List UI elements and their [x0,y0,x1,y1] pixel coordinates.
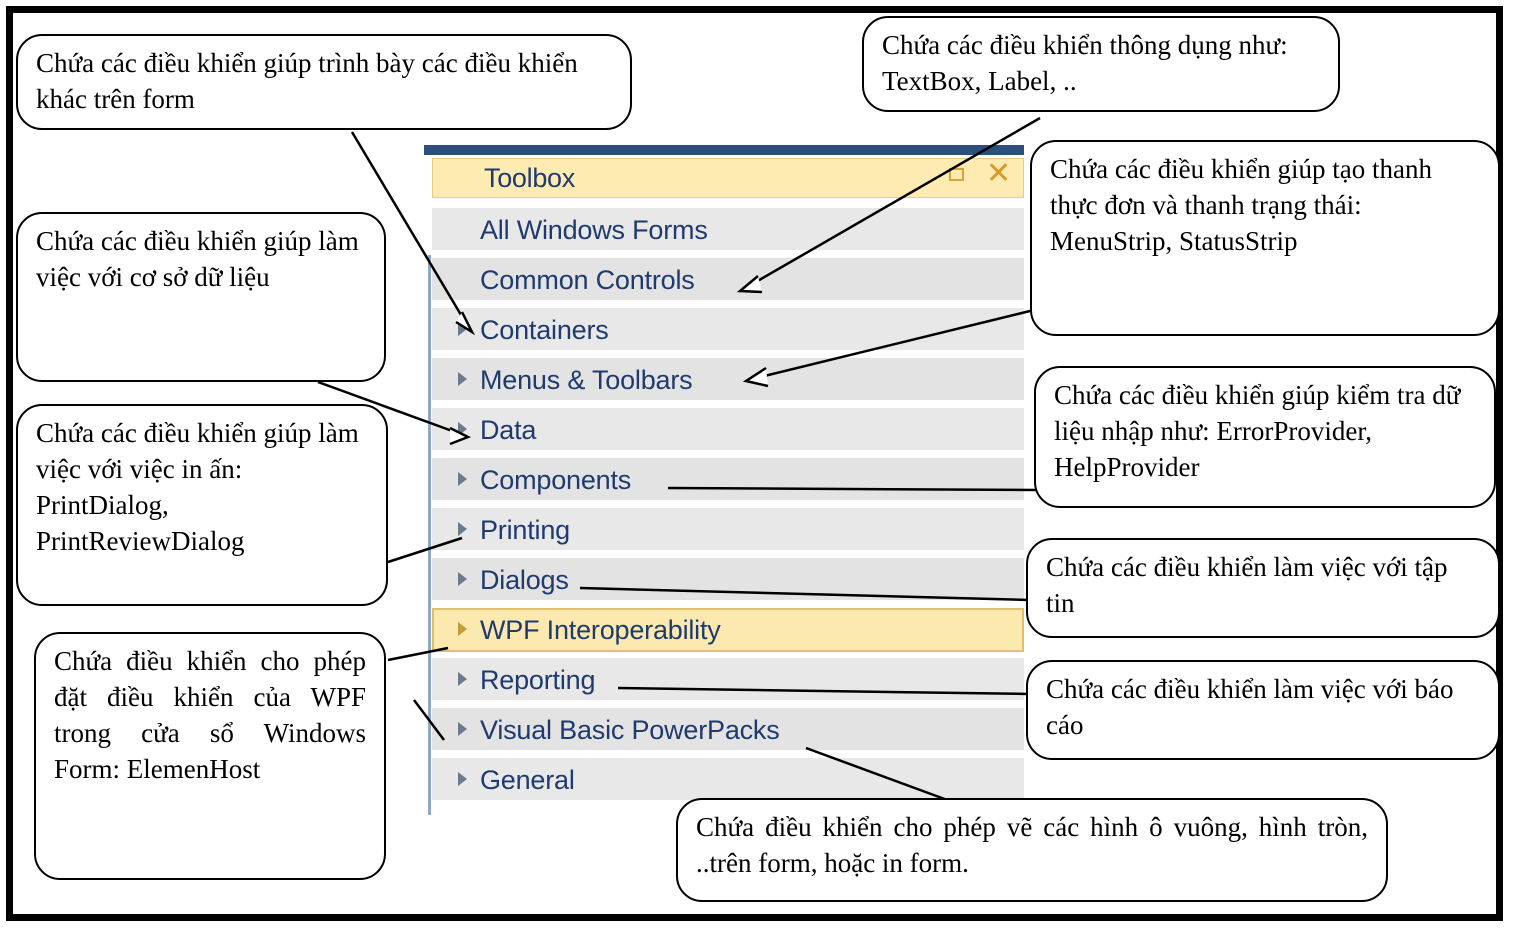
toolbox-panel [424,145,1024,817]
chevron-right-icon [458,322,467,336]
toolbox-item-label: Containers [480,315,609,345]
chevron-right-icon [458,722,467,736]
toolbox-item-label: Dialogs [480,565,569,595]
toolbox-item-all-windows-forms[interactable] [432,208,1024,252]
toolbox-item-components[interactable] [432,458,1024,502]
toolbox-item-label: WPF Interoperability [480,615,721,645]
toolbox-item-general[interactable] [432,758,1024,802]
toolbox-titlebar [424,145,1024,155]
toolbox-item-label: All Windows Forms [480,215,708,245]
callout-common-controls: Chứa các điều khiển thông dụng như: TextBox, Label, .. [862,16,1340,112]
toolbox-item-label: Visual Basic PowerPacks [480,715,780,745]
toolbox-item-visual-basic-powerpacks[interactable] [432,708,1024,752]
chevron-right-icon [458,372,467,386]
toolbox-item-label: Common Controls [480,265,695,295]
callout-reporting: Chứa các điều khiển làm việc với báo cáo [1026,660,1500,760]
chevron-right-icon [458,572,467,586]
close-icon[interactable]: ✕ [986,157,1012,190]
toolbox-item-label: Reporting [480,665,596,695]
chevron-right-icon [458,672,467,686]
toolbox-item-data[interactable] [432,408,1024,452]
callout-containers: Chứa các điều khiển giúp trình bày các điều khiển khác trên form [16,34,632,130]
toolbox-title: Toolbox [484,163,575,193]
toolbox-item-wpf-interoperability[interactable] [432,608,1024,652]
callout-printing: Chứa các điều khiển giúp làm việc với việc in ấn: PrintDialog, PrintReviewDialog [16,404,388,606]
callout-dialogs: Chứa các điều khiển làm việc với tập tin [1026,538,1500,638]
chevron-right-icon [458,772,467,786]
callout-wpf-interoperability: Chứa điều khiển cho phép đặt điều khiển của WPF trong cửa sổ Windows Form: ElemenHost [34,632,386,880]
toolbox-item-label: Printing [480,515,570,545]
toolbox-item-label: Menus & Toolbars [480,365,693,395]
restore-icon[interactable] [948,165,968,185]
toolbox-item-reporting[interactable] [432,658,1024,702]
panel-left-rule [428,255,431,815]
toolbox-item-common-controls[interactable] [432,258,1024,302]
toolbox-item-label: Components [480,465,632,495]
chevron-right-icon [458,622,467,636]
toolbox-item-label: Data [480,415,537,445]
callout-visual-basic-powerpacks: Chứa điều khiển cho phép vẽ các hình ô vuông, hình tròn, ..trên form, hoặc in form. [676,798,1388,902]
toolbox-item-dialogs[interactable] [432,558,1024,602]
toolbox-item-printing[interactable] [432,508,1024,552]
callout-components: Chứa các điều khiển giúp kiểm tra dữ liệu nhập như: ErrorProvider, HelpProvider [1034,366,1496,508]
chevron-right-icon [458,472,467,486]
callout-menus-toolbars: Chứa các điều khiển giúp tạo thanh thực đơn và thanh trạng thái: MenuStrip, StatusStrip [1030,140,1500,336]
chevron-right-icon [458,522,467,536]
chevron-right-icon [458,422,467,436]
toolbox-item-containers[interactable] [432,308,1024,352]
toolbox-item-label: General [480,765,575,795]
toolbox-item-menus-toolbars[interactable] [432,358,1024,402]
callout-data: Chứa các điều khiển giúp làm việc với cơ sở dữ liệu [16,212,386,382]
